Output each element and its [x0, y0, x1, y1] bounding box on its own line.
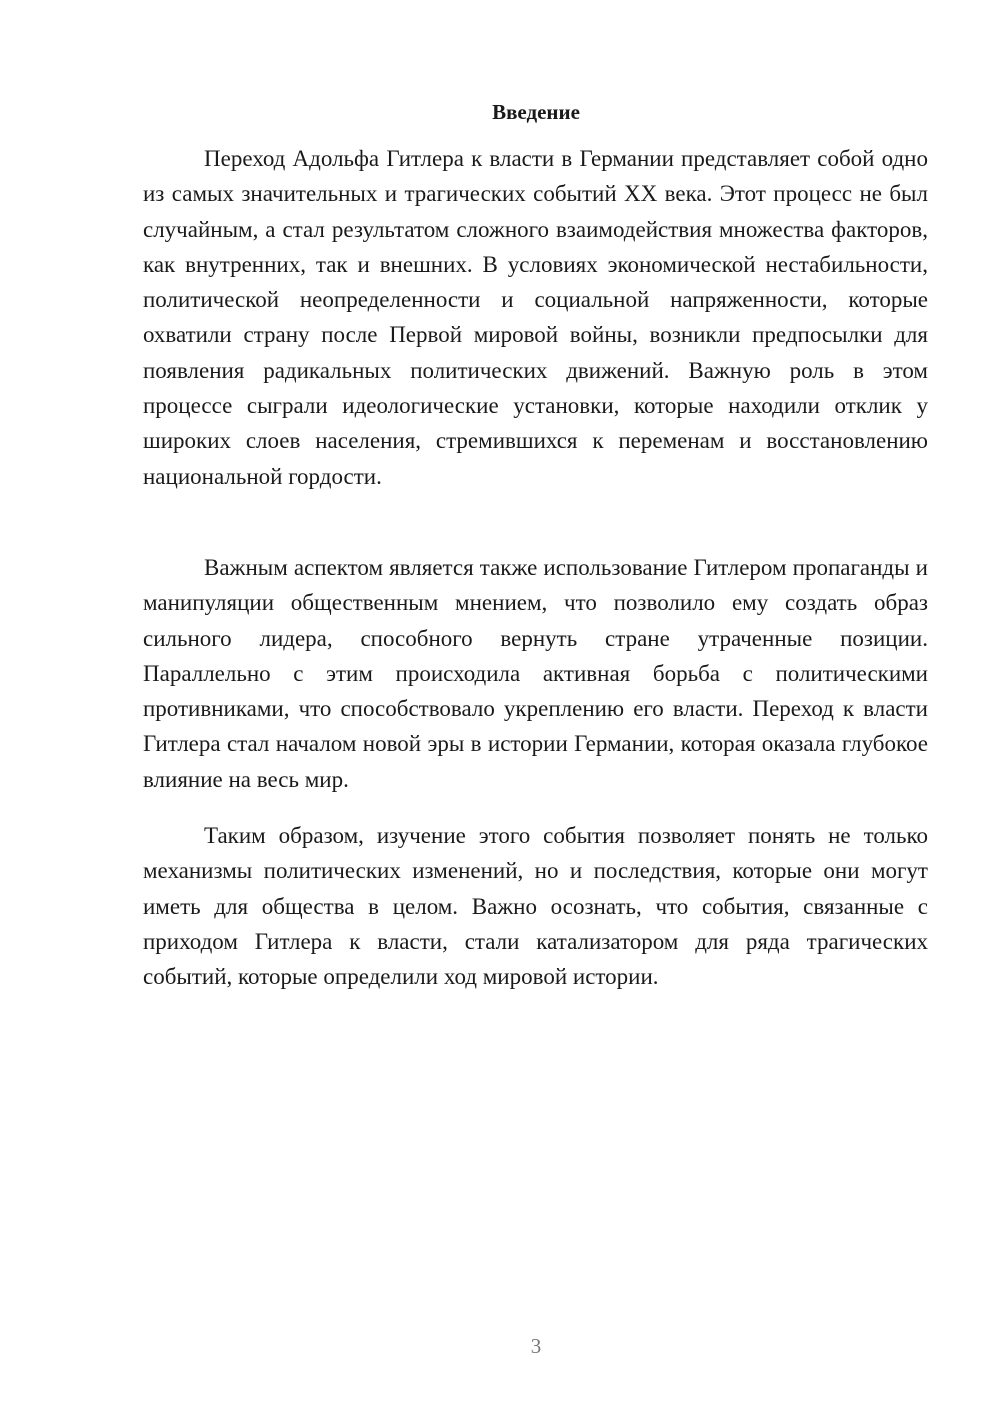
section-heading: Введение	[492, 100, 580, 124]
page-number: 3	[530, 1334, 542, 1358]
paragraph-3: Таким образом, изучение этого события позволяет понять не только механизмы политических изменений, но и последствия, которые они могут иметь для общества в целом. Важно осознать, что события, связанные с приходом Гитлера к власти, стали катализатором для ряда трагических событий, которые определили ход мировой истории.	[143, 823, 928, 990]
paragraph-1: Переход Адольфа Гитлера к власти в Германии представляет собой одно из самых значительных и трагических событий XX века. Этот процесс не был случайным, а стал результатом сложного взаимодействия множества факторов, как внутренних, так и внешних. В условиях экономической нестабильности, политической неопределенности и социальной напряженности, которые охватили страну после Первой мировой войны, возникли предпосылки для появления радикальных политических движений. Важную роль в этом процессе сыграли идеологические установки, которые находили отклик у широких слоев населения, стремившихся к переменам и восстановлению национальной гордости.	[143, 146, 928, 489]
paragraph-2: Важным аспектом является также использование Гитлером пропаганды и манипуляции общественным мнением, что позволило ему создать образ сильного лидера, способного вернуть стране утраченные позиции. Параллельно с этим происходила активная борьба с политическими противниками, что способствовало укреплению его власти. Переход к власти Гитлера стал началом новой эры в истории Германии, которая оказала глубокое влияние на весь мир.	[143, 555, 928, 792]
